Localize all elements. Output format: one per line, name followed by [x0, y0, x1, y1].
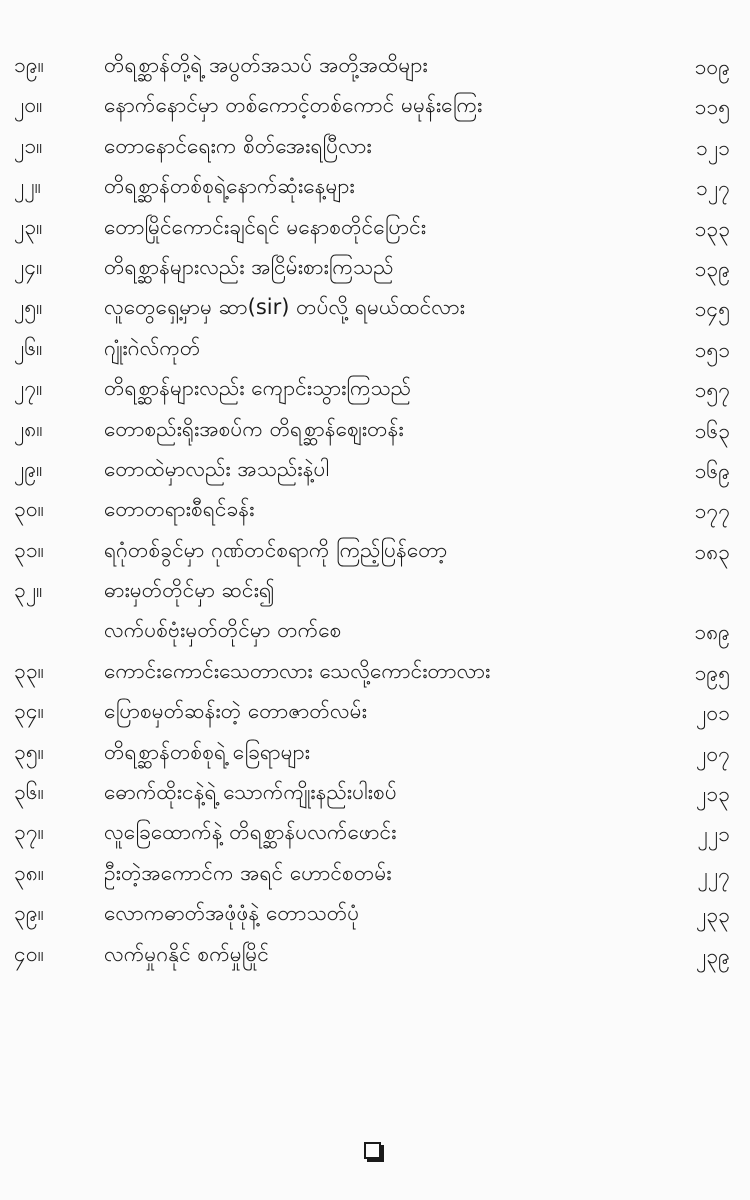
toc-entry: [0, 412, 750, 452]
chapter-number: ၂၅။: [14, 295, 43, 320]
chapter-title: တိရစ္ဆာန်တို့ရဲ့ အပွတ်အသပ် အတို့အထိများ: [104, 53, 428, 77]
chapter-number: ၃၄။: [14, 699, 44, 724]
page-number: ၁၂၇: [696, 176, 730, 201]
toc-entry: [0, 694, 750, 734]
chapter-number: ၂၆။: [14, 335, 43, 360]
page-number: ၁၇၇: [694, 499, 730, 524]
chapter-title: တိရစ္ဆာန်တစ်စုရဲ့နောက်ဆုံးနေ့များ: [104, 174, 355, 199]
page-number: ၁၀၉: [694, 55, 730, 79]
page-number: ၂၁၃: [696, 782, 730, 807]
toc-entry: [0, 452, 750, 492]
chapter-title: တောထဲမှာလည်း အသည်းနဲ့ပါ: [104, 456, 330, 481]
toc-entry: [0, 331, 750, 371]
chapter-number: ၂၃။: [14, 214, 43, 239]
chapter-number: ၃၆။: [14, 780, 44, 805]
page-number: ၁၉၅: [694, 660, 730, 685]
page-number: ၂၂၁: [697, 822, 730, 847]
toc-entry: [0, 533, 750, 573]
toc-entry: [0, 613, 750, 653]
page-number: ၂၃၃: [696, 903, 730, 928]
chapter-title: လက်မှုဂနိုင် စက်မှုမြိုင်: [104, 941, 269, 966]
chapter-number: ၁၉။: [14, 53, 44, 77]
toc-entry: [0, 937, 750, 977]
toc-entry: [0, 735, 750, 775]
chapter-title: လူတွေရှေ့မှာမှ ဆာ(sir) တပ်လို့ ရမယ်ထင်လား: [104, 295, 465, 320]
chapter-title: ဦးတဲ့အကောင်က အရင် ဟောင်စတမ်း: [104, 860, 392, 885]
chapter-number: ၂၈။: [14, 416, 43, 441]
chapter-title: လောကဓာတ်အဖုံဖုံနဲ့ တောသတ်ပုံ: [104, 901, 360, 926]
chapter-title: ရဂုံတစ်ခွင်မှာ ဂုဏ်တင်စရာကို ကြည့်ပြန်တော့: [104, 537, 448, 562]
chapter-title: တောမြိုင်ကောင်းချင်ရင် မနောစတိုင်ပြောင်း: [104, 214, 427, 239]
page-number: ၁၅၇: [694, 378, 730, 403]
toc-entry: [0, 775, 750, 815]
page-number: ၁၃၃: [694, 216, 730, 241]
chapter-number: ၃၂။: [14, 578, 43, 603]
chapter-number: ၂၂။: [14, 174, 41, 199]
page-number: ၁၁၅: [694, 95, 730, 120]
page-number: ၂၂၇: [697, 862, 730, 887]
page-number: ၂၃၉: [696, 943, 730, 968]
chapter-title: လူခြေထောက်နဲ့ တိရစ္ဆာန်ပလက်ဖောင်း: [104, 820, 397, 845]
chapter-number: ၂၇။: [14, 376, 43, 401]
end-of-section-mark: [364, 1142, 381, 1159]
page-number: ၂၀၁: [696, 701, 730, 726]
toc-entry: [0, 573, 750, 613]
page-number: ၁၄၅: [694, 297, 730, 322]
page-number: ၁၈၃: [694, 539, 730, 564]
chapter-number: ၃၃။: [14, 658, 44, 683]
chapter-number: ၂၁။: [14, 133, 43, 158]
chapter-number: ၃၅။: [14, 739, 44, 764]
chapter-number: ၃၇။: [14, 820, 44, 845]
chapter-title: တောနောင်ရေးက စိတ်အေးရပြီလား: [104, 133, 372, 158]
toc-entry: [0, 896, 750, 936]
chapter-number: ၂၀။: [14, 93, 43, 118]
chapter-title: ဓောက်ထိုးငနဲ့ရဲ့ သောက်ကျိုးနည်းပါးစပ်: [104, 780, 397, 805]
chapter-number: ၃၀။: [14, 497, 44, 522]
page-number: ၁၃၉: [694, 256, 730, 281]
toc-entry: [0, 815, 750, 855]
chapter-title: လက်ပစ်ဗုံးမှတ်တိုင်မှာ တက်စေ: [104, 618, 342, 643]
page-number: ၂၀၇: [696, 741, 730, 766]
chapter-number: ၃၉။: [14, 901, 44, 926]
chapter-title: ဂျုံးဂဲလ်ကုတ်: [104, 335, 201, 360]
toc-entry: [0, 169, 750, 209]
chapter-number: ၂၄။: [14, 254, 43, 279]
page-number: ၁၆၃: [694, 418, 730, 443]
chapter-title: တောစည်းရိုးအစပ်က တိရစ္ဆာန်ဈေးတန်း: [104, 416, 404, 441]
toc-entry: [0, 290, 750, 330]
chapter-title: တောတရားစီရင်ခန်း: [104, 497, 255, 522]
chapter-number: ၂၉။: [14, 456, 43, 481]
chapter-title: တိရစ္ဆာန်များလည်း ကျောင်းသွားကြသည်: [104, 376, 412, 401]
chapter-number: ၃၈။: [14, 860, 45, 885]
chapter-title: တိရစ္ဆာန်များလည်း အငြိမ်းစားကြသည်: [104, 254, 394, 279]
chapter-number: ၃၁။: [14, 537, 44, 562]
page-number: ၁၅၁: [694, 337, 730, 362]
page-number: ၁၈၉: [694, 620, 730, 645]
chapter-title: တိရစ္ဆာန်တစ်စုရဲ့ ခြေရာများ: [104, 739, 310, 764]
toc-entry: [0, 856, 750, 896]
toc-entry: [0, 250, 750, 290]
page-number: ၁၆၉: [694, 458, 730, 483]
chapter-title: ဓားမှတ်တိုင်မှာ ဆင်း၍: [104, 578, 275, 603]
chapter-title: ကောင်းကောင်းသေတာလား သေလို့ကောင်းတာလား: [104, 658, 491, 683]
toc-entry: [0, 88, 750, 128]
chapter-title: နောက်နောင်မှာ တစ်ကောင့်တစ်ကောင် မမုန်းကြေး: [104, 93, 483, 118]
toc-entry: [0, 371, 750, 411]
toc-entry: [0, 654, 750, 694]
toc-entry: [0, 129, 750, 169]
chapter-title: ပြောစမှတ်ဆန်းတဲ့ တောဇာတ်လမ်း: [104, 699, 367, 724]
page-number: ၁၂၁: [696, 135, 730, 160]
chapter-number: ၄၀။: [14, 941, 44, 966]
toc-entry: [0, 492, 750, 532]
toc-entry: [0, 48, 750, 88]
table-of-contents: [0, 48, 750, 977]
toc-entry: [0, 210, 750, 250]
